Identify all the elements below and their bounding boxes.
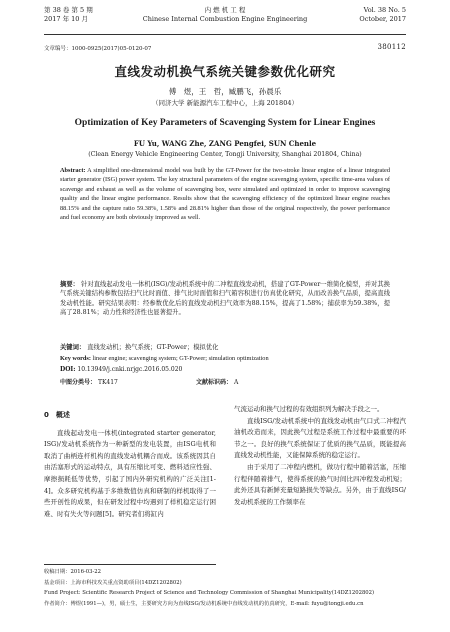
abstract-en	[60, 166, 390, 222]
header-right	[359, 6, 406, 24]
body-paragraph: 由于采用了二冲程内燃机，做功行程中随着活塞，压缩行程伴随着排气，使得系统的换气时间比四冲程发动机短；此外还具有新鲜充量短路损失等缺点。另外，由于直线ISG/发动机系统的工作频率在	[234, 462, 406, 506]
footnote-divider	[44, 564, 216, 565]
header-center	[44, 6, 406, 24]
footnote-received: 收稿日期：2016-03-22	[44, 569, 102, 575]
abstract-cn	[60, 280, 390, 318]
doc-code-value: A	[233, 379, 239, 386]
clc-number	[60, 377, 118, 386]
footnotes	[44, 567, 406, 609]
keywords-cn-label: 关键词：	[60, 344, 86, 351]
section-heading: 0 概述	[44, 411, 70, 419]
keywords-cn-text: 直线发动机；换气系统；GT-Power；模拟优化	[87, 344, 219, 351]
title-en: Optimization of Key Parameters of Scavenging System for Linear Engines	[74, 118, 376, 128]
volume-issue-cn: 第 38 卷 第 5 期	[44, 6, 93, 14]
keywords-en-label: Key words:	[60, 355, 91, 362]
title-cn: 直线发动机换气系统关键参数优化研究	[114, 64, 336, 79]
doi-label: DOI:	[60, 366, 76, 373]
authors-en: FU Yu, WANG Zhe, ZANG Pengfei, SUN Chenle	[133, 139, 317, 148]
date-cn: 2017 年 10 月	[44, 15, 89, 23]
body-paragraph: 气流运动和换气过程的有效组织列为解决手段之一。	[234, 405, 384, 413]
footnote-fund-cn: 基金项目：上海市科技攻关重点资助项目(14DZ1202802)	[44, 579, 182, 586]
abstract-cn-label: 摘要：	[60, 281, 79, 288]
journal-name-en: Chinese Internal Combustion Engine Engineering	[142, 15, 308, 23]
body-column-left	[44, 404, 216, 520]
doi	[60, 366, 182, 373]
doi-value: 10.13949/j.cnki.nrjgc.2016.05.020	[77, 366, 183, 373]
doc-code-label: 文献标识码：	[196, 379, 233, 386]
journal-name-cn: 内 燃 机 工 程	[204, 6, 246, 14]
footnote-author: 作者简介：傅煜(1991—)，男，硕士生，主要研究方向为直线ISG/发动机系统中直线发动机的仿真研究，E-mail: fuyu@tongji.edu.cn	[44, 600, 364, 607]
authors-cn: 傅 煜，王 哲，臧鹏飞，孙晨乐	[168, 87, 282, 96]
clc-label: 中图分类号：	[60, 379, 97, 386]
document-code	[196, 377, 238, 386]
abstract-en-text: A simplified one-dimensional model was built by the GT-Power for the two-stroke linear engine of a linear integrated starter generator (ISG) power system. The key structural parameters of the engine scavenging system, specific time-area values of scavenge and exhaust as well as the volume of scavenging box, were simulated and optimized in order to improve scavenging quality and the linear engine performance. Results show that the scavenging efficiency of the optimized linear engine reaches 88.15% and the capture ratio 59.38%, 1.58% and 28.81% higher than those of the original respectively, the power performance and fuel economy are both obviously improved as well.	[60, 167, 390, 222]
affiliation-en: (Clean Energy Vehicle Engineering Center, Tongji University, Shanghai 201804, China)	[88, 151, 362, 158]
article-number: 380112	[377, 43, 406, 51]
body-column-right	[234, 404, 406, 508]
body-paragraph: 直线ISG/发动机系统中的直线发动机由气口式二冲程汽油机改造而来，因此换气过程是系统工作过程中最重要的环节之一。良好的换气系统保证了优质的换气品质，既能提高直线发动机性能，又能保障系统的稳定运行。	[234, 416, 406, 460]
clc-value: TK417	[97, 379, 118, 386]
article-info: 文章编号：1000-0925(2017)05-0120-07	[44, 46, 152, 52]
abstract-cn-text: 针对直线起动发电一体机(ISG)/发动机系统中的二冲程直线发动机，搭建了GT-Power一维简化模型，并对其换气系统关键结构参数包括扫气比时面值、排气比时面值和扫气箱容积进行仿真优化研究，从而改善换气品质，提高直线发动机性能。研究结果表明：经参数优化后的直线发动机扫气效率为88.15%，提高了1.58%；捕获率为59.38%，提高了28.81%；动力性和经济性也显著提升。	[60, 281, 390, 317]
affiliation-cn: （同济大学 新能源汽车工程中心，上海 201804）	[152, 99, 298, 107]
keywords-en-text: linear engine; scavenging system; GT-Power; simulation optimization	[92, 355, 269, 362]
abstract-en-label: Abstract:	[60, 167, 86, 174]
volume-issue-en: Vol. 38 No. 5	[363, 6, 406, 14]
running-header	[44, 4, 406, 35]
body-paragraph: 直线起动发电一体机(integrated starter generator, ISG)/发动机系统作为一种新型的发电装置，由ISG电机和取消了曲柄连杆机构的直线发动机耦合而成。该系统因其自由活塞形式的运动特点，具有压缩比可变、燃料适应性强、摩擦损耗低等优势，引起了国内外研究机构的广泛关注[1-4]。众多研究机构基于多维数值仿真和研制的样机取得了一些开创性的成果，但在研发过程中均遇到了样机稳定运行困难、时有失火等问题[5]。研究者们将缸内	[44, 428, 216, 518]
date-en: October, 2017	[359, 15, 406, 23]
keywords-en	[60, 354, 390, 363]
footnote-fund-en: Fund Project: Scientific Research Project of Science and Technology Commission of Shanghai Municipality(14DZ1202802)	[44, 590, 375, 596]
keywords-cn	[60, 343, 390, 352]
